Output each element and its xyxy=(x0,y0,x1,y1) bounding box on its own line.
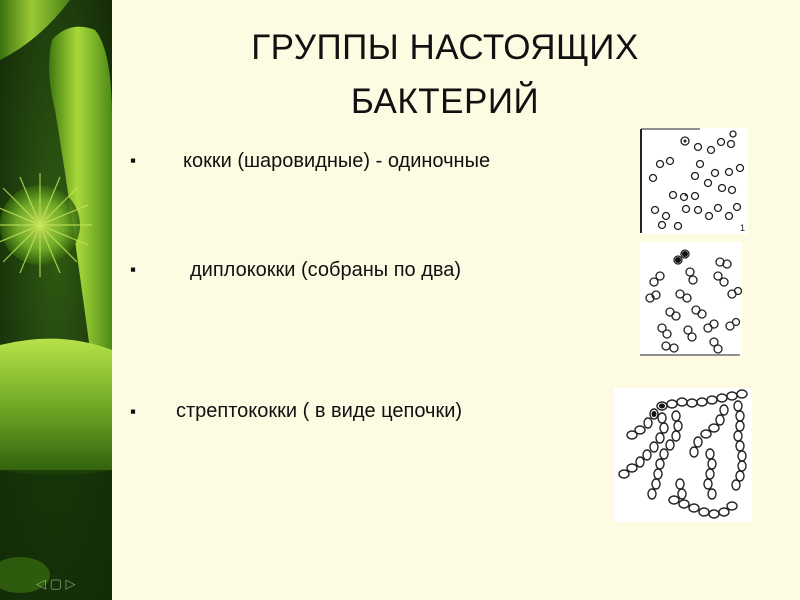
item-single-cocci: кокки (шаровидные) - одиночные xyxy=(183,150,491,172)
bacteria-photo xyxy=(0,0,112,600)
slide-title-line2: БАКТЕРИЙ xyxy=(350,82,540,121)
bullet-icon: ▪ xyxy=(130,260,137,279)
item-diplococci: диплококки (собраны по два) xyxy=(190,259,462,281)
single-cocci-image xyxy=(640,128,748,234)
bullet-icon: ▪ xyxy=(130,151,137,170)
figure-number: 1 xyxy=(740,223,746,233)
slide-title-line1: ГРУППЫ НАСТОЯЩИХ xyxy=(251,28,639,67)
bullet-icon: ▪ xyxy=(130,402,137,421)
slide-nav-icon[interactable]: ◁ ▢ ▷ xyxy=(36,576,76,591)
streptococci-image xyxy=(614,388,752,522)
diplococci-image xyxy=(640,242,742,356)
item-streptococci: стрептококки ( в виде цепочки) xyxy=(176,400,463,422)
